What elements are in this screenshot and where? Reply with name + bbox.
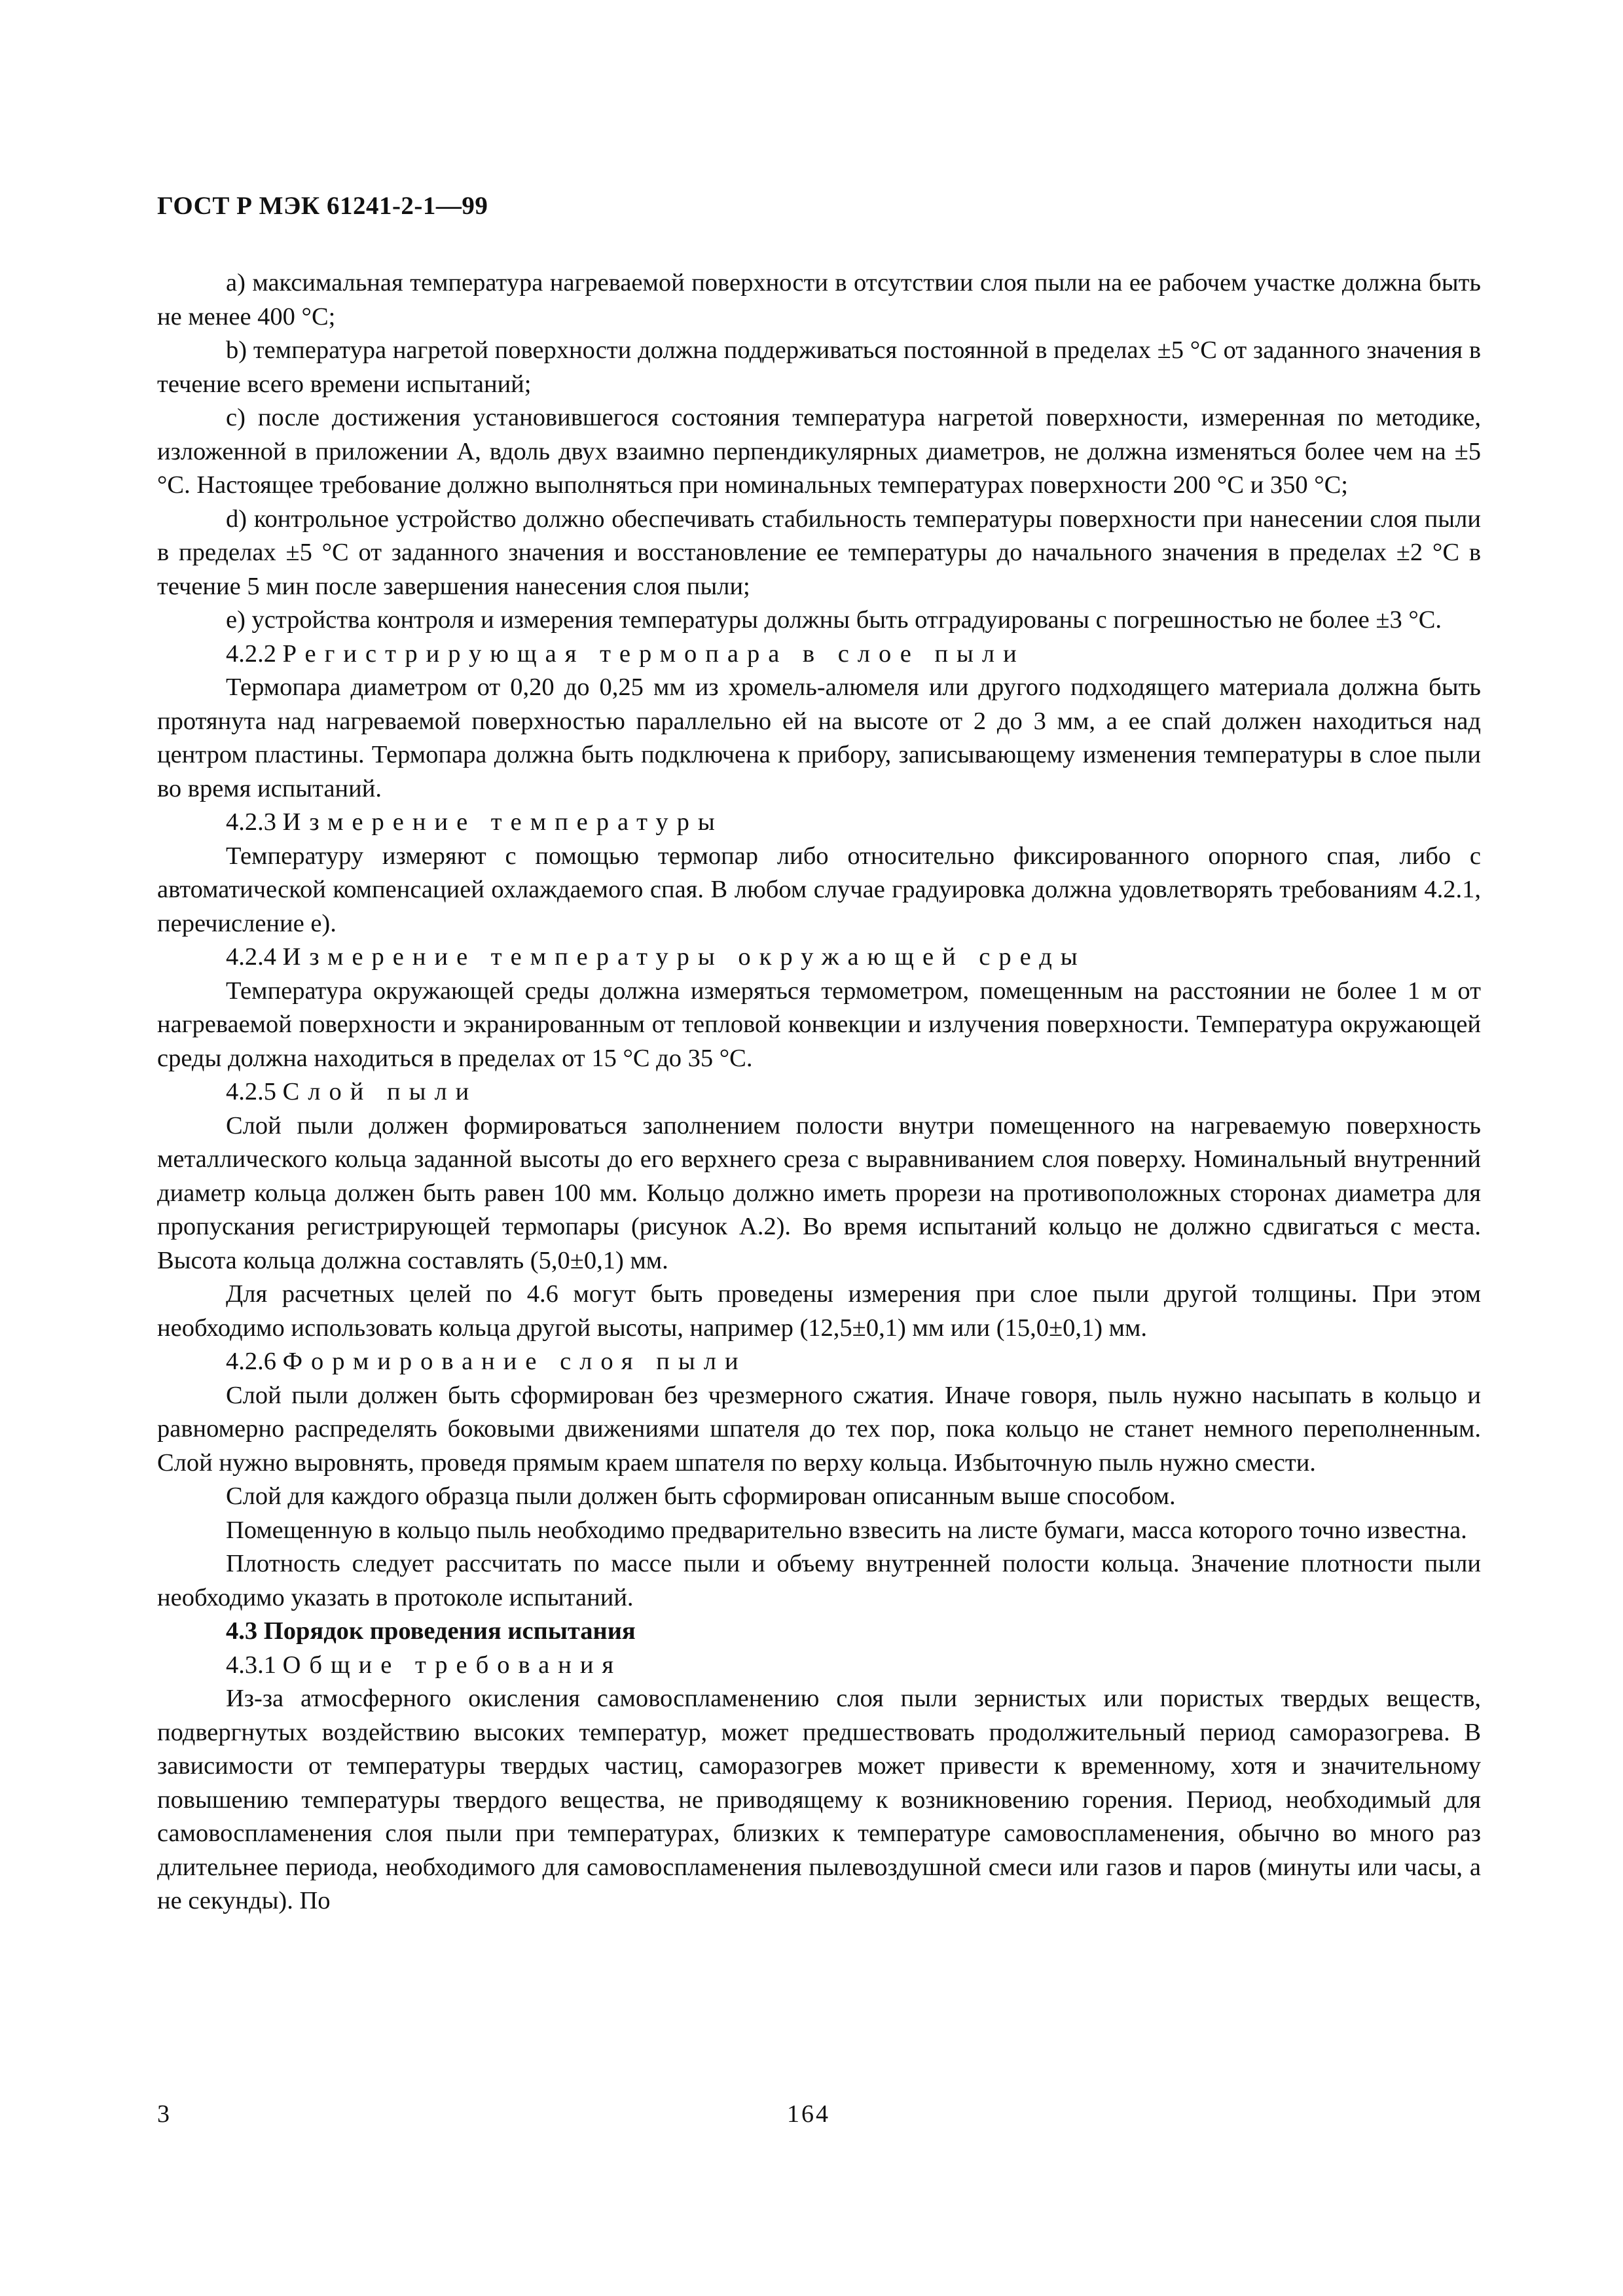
body-paragraph: Термопара диаметром от 0,20 до 0,25 мм из хромель-алюмеля или другого подходящего материала должна быть протянута над нагреваемой поверхностью параллельно ей на высоте от 2 до 3 мм, а ее спай должен находиться над центром пластины. Термопара должна быть подключена к прибору, записывающему изменения температуры в слое пыли во время испытаний. [157, 673, 1481, 802]
section-title: Измерение температуры [282, 808, 723, 836]
body-paragraph: Для расчетных целей по 4.6 могут быть проведены измерения при слое пыли другой толщины. При этом необходимо использовать кольца другой высоты, например (12,5±0,1) мм или (15,0±0,1) мм. [157, 1280, 1481, 1342]
body-paragraph: Помещенную в кольцо пыль необходимо предварительно взвесить на листе бумаги, масса которого точно известна. [226, 1516, 1467, 1544]
section-title: Слой пыли [282, 1078, 478, 1105]
section-heading [157, 941, 1481, 975]
section-heading [157, 1345, 1481, 1379]
section-title: Формирование слоя пыли [282, 1348, 747, 1375]
body-paragraph: a) максимальная температура нагреваемой поверхности в отсутствии слоя пыли на ее рабочем участке должна быть не менее 400 °С; [157, 269, 1481, 331]
subsection-heading: 4.3 Порядок проведения испытания [226, 1617, 636, 1645]
section-heading [157, 1649, 1481, 1683]
section-title: Общие требования [282, 1651, 623, 1679]
body-paragraph: Слой пыли должен быть сформирован без чрезмерного сжатия. Иначе говоря, пыль нужно насыпать в кольцо и равномерно распределять боковыми движениями шпателя до тех пор, пока кольцо не станет немного переполненным. Слой нужно выровнять, проведя прямым краем шпателя по верху кольца. Избыточную пыль нужно смести. [157, 1381, 1481, 1477]
body-paragraph: Температуру измеряют с помощью термопар либо относительно фиксированного опорного спая, либо с автоматической компенсацией охлаждаемого спая. В любом случае градуировка должна удовлетворять требованиям 4.2.1, перечисление е). [157, 842, 1481, 937]
section-number: 4.2.5 [226, 1078, 276, 1105]
section-heading [157, 1075, 1481, 1109]
document-code-header: ГОСТ Р МЭК 61241-2-1—99 [157, 192, 488, 220]
section-heading [157, 637, 1481, 672]
section-number: 4.2.6 [226, 1348, 276, 1375]
page-number-center: 164 [787, 2100, 830, 2128]
body-paragraph: e) устройства контроля и измерения температуры должны быть отградуированы с погрешностью не более ±3 °С. [226, 606, 1442, 634]
document-page [157, 191, 1481, 1918]
body-paragraph: Температура окружающей среды должна измеряться термометром, помещенным на расстоянии не более 1 м от нагреваемой поверхности и экранированным от тепловой конвекции и излучения поверхности. Температура окружающей среды должна находиться в пределах от 15 °С до 35 °С. [157, 977, 1481, 1072]
section-title: Регистрирующая термопара в слое пыли [282, 639, 1025, 668]
body-paragraph: Слой пыли должен формироваться заполнением полости внутри помещенного на нагреваемую поверхность металлического кольца заданной высоты до его верхнего среза с выравниванием слоя поверху. Номинальный внутренний диаметр кольца должен быть равен 100 мм. Кольцо должно иметь прорези на противоположных сторонах диаметра для пропускания регистрирующей термопары (рисунок А.2). Во время испытаний кольцо не должно сдвигаться с места. Высота кольца должна составлять (5,0±0,1) мм. [157, 1111, 1481, 1274]
body-paragraph: b) температура нагретой поверхности должна поддерживаться постоянной в пределах ±5 °С от заданного значения в течение всего времени испытаний; [157, 336, 1481, 398]
section-heading [157, 806, 1481, 840]
document-body [157, 266, 1481, 1918]
body-paragraph: Плотность следует рассчитать по массе пыли и объему внутренней полости кольца. Значение плотности пыли необходимо указать в протоколе испытаний. [157, 1550, 1481, 1611]
body-paragraph: d) контрольное устройство должно обеспечивать стабильность температуры поверхности при нанесении слоя пыли в пределах ±5 °С от заданного значения и восстановление ее температуры до начального значения в пределах ±2 °С в течение 5 мин после завершения нанесения слоя пыли; [157, 505, 1481, 600]
section-number: 4.3.1 [226, 1651, 276, 1679]
body-paragraph: Из-за атмосферного окисления самовоспламенению слоя пыли зернистых или пористых твердых веществ, подвергнутых воздействию высоких температур, может предшествовать продолжительный период саморазогрева. В зависимости от температуры твердых частиц, саморазогрев может привести к временному, хотя и значительному повышению температуры твердого вещества, не приводящему к возникновению горения. Период, необходимый для самовоспламенения слоя пыли при температурах, близких к температуре самовоспламенения, обычно во много раз длительнее периода, необходимого для самовоспламенения пылевоздушной смеси или газов и паров (минуты или часы, а не секунды). По [157, 1685, 1481, 1914]
section-number: 4.2.4 [226, 943, 276, 971]
section-number: 4.2.2 [226, 639, 276, 668]
section-title: Измерение температуры окружающей среды [282, 943, 1086, 971]
page-number-left: 3 [157, 2100, 170, 2128]
body-paragraph: Слой для каждого образца пыли должен быть сформирован описанным выше способом. [226, 1482, 1176, 1510]
body-paragraph: с) после достижения установившегося состояния температура нагретой поверхности, измеренная по методике, изложенной в приложении А, вдоль двух взаимно перпендикулярных диаметров, не должна изменяться более чем на ±5 °С. Настоящее требование должно выполняться при номинальных температурах поверхности 200 °С и 350 °С; [157, 404, 1481, 499]
section-number: 4.2.3 [226, 808, 276, 836]
